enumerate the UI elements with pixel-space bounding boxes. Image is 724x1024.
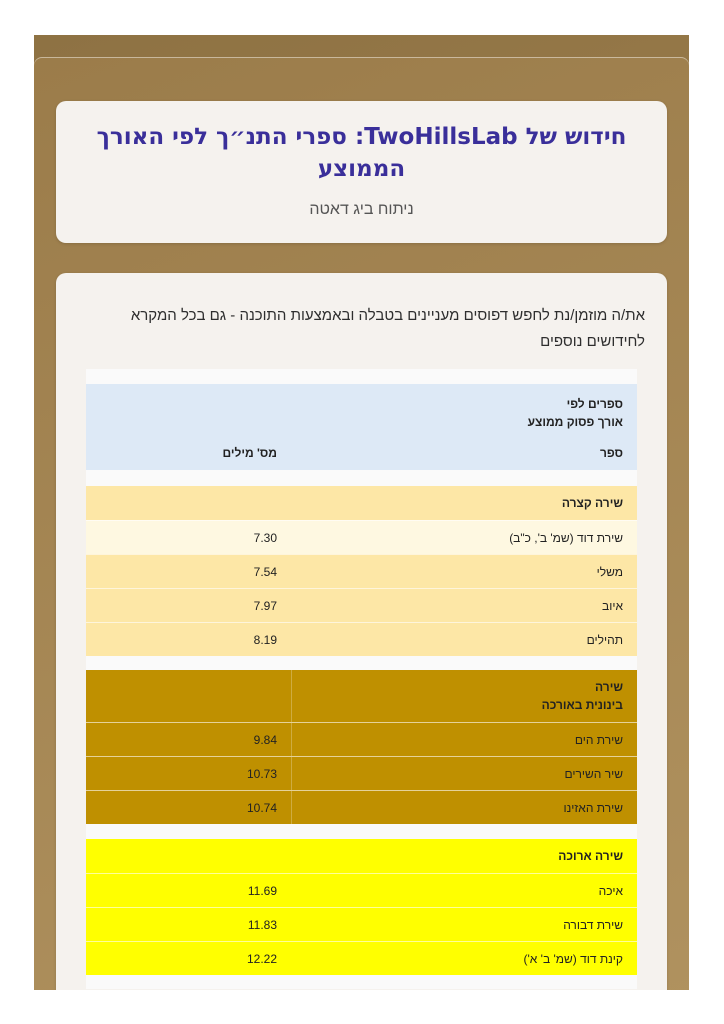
table-row	[86, 520, 637, 554]
avg-words-value: 7.54	[253, 565, 277, 579]
avg-words-value: 10.74	[246, 801, 277, 815]
table-row	[86, 873, 637, 907]
verse-length-table	[86, 369, 637, 989]
column-divider	[291, 670, 292, 722]
avg-words-value: 12.22	[246, 952, 277, 966]
header-card	[56, 101, 667, 243]
page-background	[34, 35, 689, 990]
group-header	[86, 670, 637, 722]
avg-words-value: 11.69	[247, 884, 277, 898]
book-name: שירת דבורה	[563, 918, 623, 932]
table-row	[86, 588, 637, 622]
avg-words-value: 7.30	[253, 531, 277, 545]
group-header	[86, 486, 637, 520]
table-row	[86, 941, 637, 975]
page-subtitle: ניתוח ביג דאטה	[309, 201, 414, 218]
book-name: שירת האזינו	[563, 801, 623, 815]
column-header-book: ספר	[600, 446, 623, 460]
avg-words-value: 7.97	[253, 599, 277, 613]
table-row	[86, 622, 637, 656]
table-row	[86, 554, 637, 588]
table-row	[86, 790, 637, 824]
book-name: איכה	[598, 884, 623, 898]
page-title: חידוש של TwoHillsLab: ספרי התנ״ך לפי האורך הממוצע	[96, 124, 627, 182]
group-label: שירה קצרה	[561, 496, 623, 510]
table-caption: ספרים לפי אורך פסוק ממוצע	[527, 397, 623, 429]
content-panel	[34, 57, 689, 990]
table-row	[86, 756, 637, 790]
intro-text: את/ה מוזמן/נת לחפש דפוסים מעניינים בטבלה ובאמצעות התוכנה - גם בכל המקרא לחידושים נוספים	[130, 307, 645, 350]
group-header	[86, 839, 637, 873]
column-divider	[291, 723, 292, 756]
group-label: שירה ארוכה	[558, 849, 623, 863]
book-name: שיר השירים	[564, 767, 623, 781]
main-card	[56, 273, 667, 990]
book-name: שירת הים	[574, 733, 623, 747]
group-label: שירה בינונית באורכה	[541, 680, 623, 712]
table-header	[86, 384, 637, 470]
table-row	[86, 907, 637, 941]
avg-words-value: 11.83	[247, 918, 277, 932]
column-divider	[291, 791, 292, 824]
avg-words-value: 9.84	[253, 733, 277, 747]
column-divider	[291, 757, 292, 790]
book-name: תהילים	[586, 633, 623, 647]
column-header-words: מס' מילים	[222, 446, 277, 460]
book-name: שירת דוד (שמ' ב', כ"ב)	[509, 531, 623, 545]
book-name: קינת דוד (שמ' ב' א')	[523, 952, 623, 966]
avg-words-value: 10.73	[246, 767, 277, 781]
book-name: איוב	[602, 599, 623, 613]
book-name: משלי	[596, 565, 623, 579]
table-row	[86, 722, 637, 756]
avg-words-value: 8.19	[253, 633, 277, 647]
